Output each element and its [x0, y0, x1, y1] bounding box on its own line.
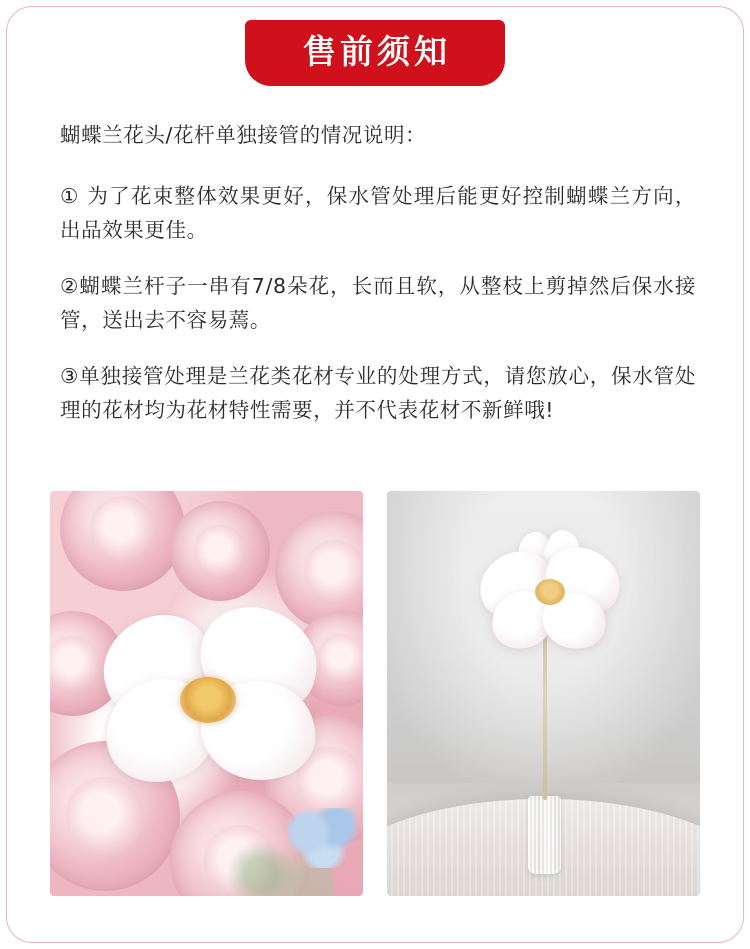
- photo-single-stem-orchid: [387, 491, 700, 896]
- blue-filler-flower-shape: [287, 808, 357, 868]
- rose-shape: [60, 491, 185, 591]
- rose-shape: [170, 501, 270, 601]
- notice-lead-paragraph: 蝴蝶兰花头/花杆单独接管的情况说明：: [60, 123, 427, 147]
- orchid-flower-shape: [479, 539, 619, 659]
- glass-vase-shape: [528, 796, 561, 874]
- photo-gallery: [50, 491, 700, 896]
- notice-item-3: ③单独接管处理是兰花类花材专业的处理方式，请您放心，保水管处理的花材均为花材特性需要，并不代表花材不新鲜哦!: [60, 364, 696, 422]
- photo-bouquet-orchid: [50, 491, 363, 896]
- page-title-container: [0, 20, 750, 86]
- orchid-center: [180, 677, 236, 723]
- orchid-flower-shape: [102, 609, 317, 789]
- page-title: 售前须知: [245, 20, 505, 86]
- notice-item-2: ②蝴蝶兰杆子一串有7/8朵花，长而且软，从整枝上剪掉然后保水接管，送出去不容易蔫。: [60, 274, 696, 332]
- notice-text-block: [60, 118, 696, 427]
- orchid-center: [535, 579, 565, 605]
- notice-item-1: ① 为了花束整体效果更好，保水管处理后能更好控制蝴蝶兰方向，出品效果更佳。: [60, 184, 696, 242]
